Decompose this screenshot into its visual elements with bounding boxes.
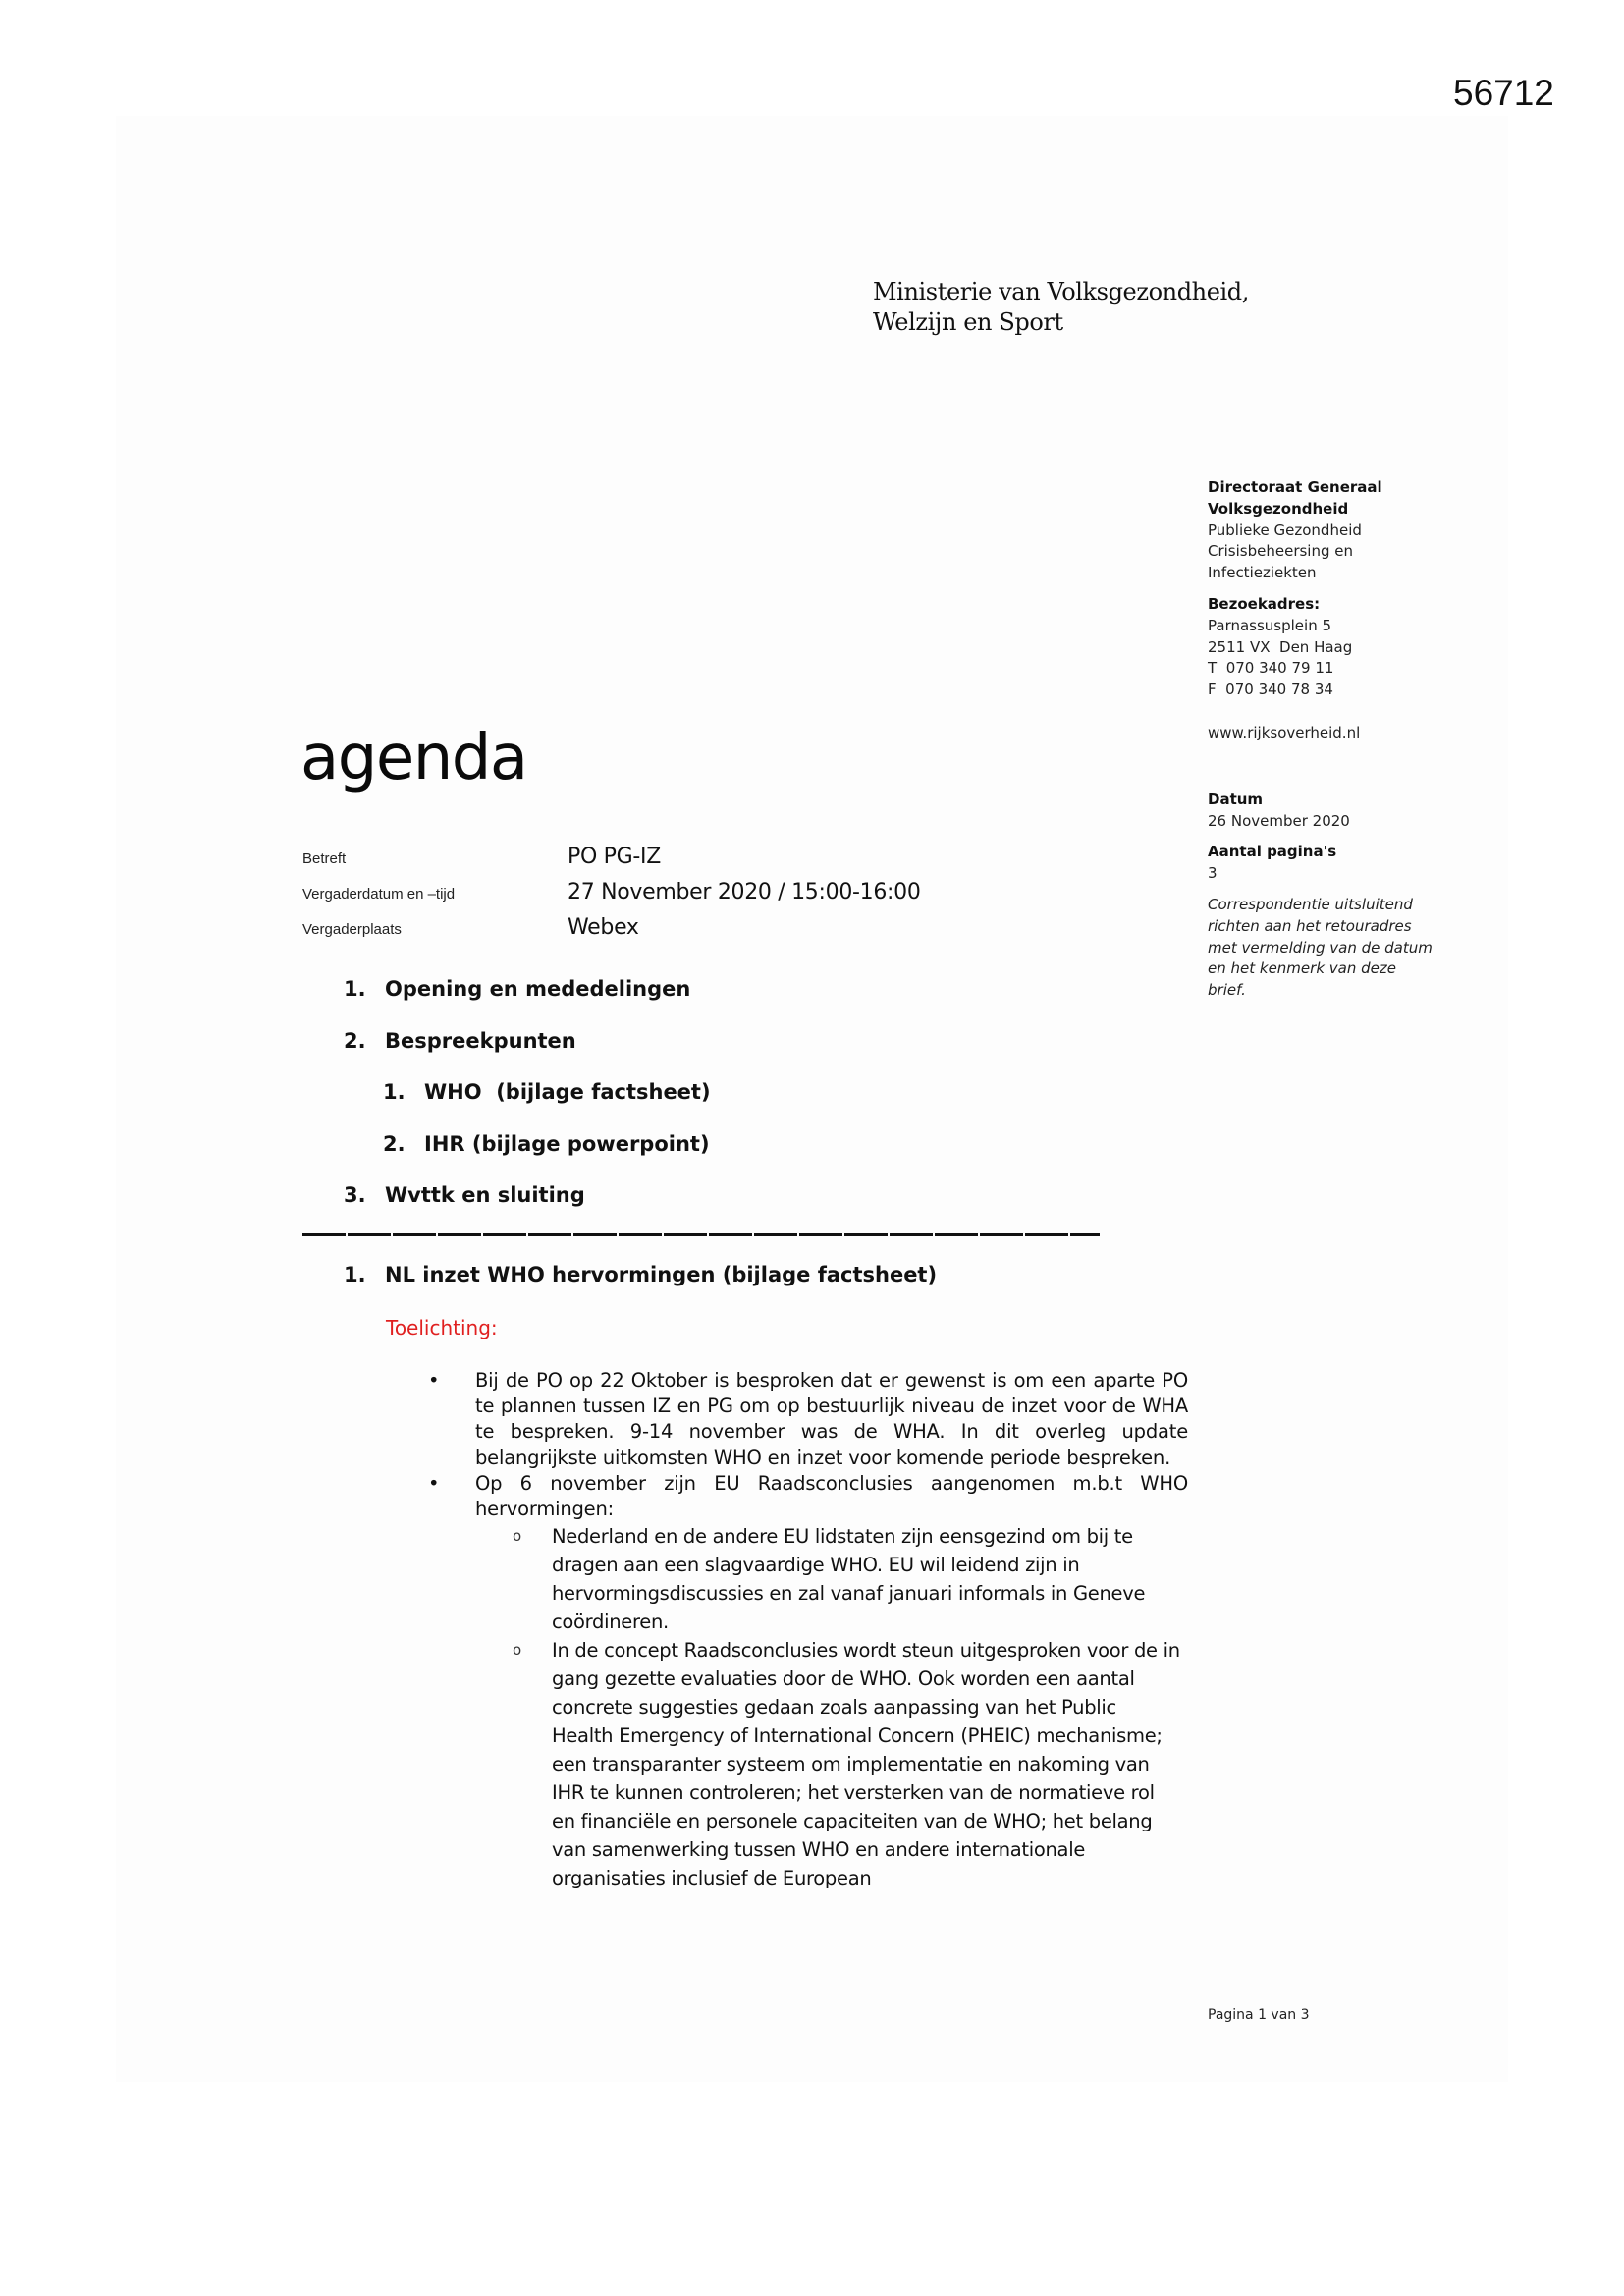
item-label: IHR (bijlage powerpoint) bbox=[424, 1131, 710, 1156]
bullet-text: Bij de PO op 22 Oktober is besproken dat er gewenst is om een aparte PO te plannen tussen IZ en PG om op bestuurlijk niveau de inzet voor de WHA te bespreken. 9-14 november was de WHA. In dit overleg update belangrijkste uitkomsten WHO en inzet voor komende periode bespreken. bbox=[475, 1369, 1188, 1469]
item-label: Opening en mededelingen bbox=[385, 977, 691, 1001]
website-link[interactable]: www.rijksoverheid.nl bbox=[1208, 723, 1361, 741]
ministry-line-1: Ministerie van Volksgezondheid, bbox=[873, 278, 1250, 305]
bullet-icon: • bbox=[428, 1471, 440, 1495]
ministry-line-2: Welzijn en Sport bbox=[873, 308, 1063, 336]
item-number: 2. bbox=[383, 1131, 406, 1156]
meta-value: 27 November 2020 / 15:00-16:00 bbox=[568, 880, 921, 904]
fax-number: F 070 340 78 34 bbox=[1208, 681, 1333, 699]
document-number: 56712 bbox=[1453, 73, 1554, 113]
section-title: NL inzet WHO hervormingen (bijlage factsheet) bbox=[385, 1263, 938, 1286]
bullet-text: Op 6 november zijn EU Raadsconclusies aangenomen m.b.t WHO hervormingen: bbox=[475, 1471, 1188, 1521]
agenda-item bbox=[344, 1183, 711, 1235]
meeting-details bbox=[302, 845, 921, 951]
sender-sidebar bbox=[1208, 477, 1463, 1002]
agenda-subitem bbox=[344, 1132, 711, 1184]
meta-label: Vergaderplaats bbox=[302, 921, 402, 938]
sub-list bbox=[422, 1522, 1180, 1892]
agenda-items bbox=[344, 977, 711, 1235]
note-line: Correspondentie uitsluitend bbox=[1208, 895, 1413, 913]
pages-label: Aantal pagina's bbox=[1208, 843, 1337, 861]
item-number: 3. bbox=[344, 1183, 366, 1207]
department-line: Infectieziekten bbox=[1208, 564, 1317, 582]
visit-address-street: Parnassusplein 5 bbox=[1208, 616, 1332, 634]
agenda-subitem bbox=[344, 1080, 711, 1132]
date-label: Datum bbox=[1208, 790, 1264, 808]
page-title: agenda bbox=[300, 722, 527, 794]
date-value: 26 November 2020 bbox=[1208, 811, 1350, 830]
item-label: Wvttk en sluiting bbox=[385, 1183, 585, 1207]
item-label: Bespreekpunten bbox=[385, 1028, 576, 1053]
note-line: richten aan het retouradres bbox=[1208, 916, 1412, 935]
meta-row-subject bbox=[302, 845, 921, 880]
toelichting-label: Toelichting: bbox=[386, 1316, 498, 1339]
sub-bullet-text: Nederland en de andere EU lidstaten zijn eensgezind om bij te dragen aan een slagvaardige WHO. EU wil leidend zijn in hervormingsdiscussies en zal vanaf januari informals in Geneve coördineren. bbox=[552, 1525, 1146, 1634]
department-title-2: Volksgezondheid bbox=[1208, 499, 1349, 518]
bullet-item bbox=[422, 1471, 1188, 1522]
page-number: Pagina 1 van 3 bbox=[1208, 2007, 1310, 2023]
section-heading bbox=[344, 1263, 937, 1286]
item-label: WHO (bijlage factsheet) bbox=[424, 1080, 711, 1104]
meta-row-datetime bbox=[302, 880, 921, 915]
meta-value: Webex bbox=[568, 915, 639, 940]
circle-bullet-icon: o bbox=[513, 1527, 522, 1546]
circle-bullet-icon: o bbox=[513, 1641, 522, 1660]
note-line: brief. bbox=[1208, 981, 1246, 1000]
section-divider bbox=[302, 1233, 1100, 1236]
explanation-list bbox=[422, 1368, 1188, 1892]
ministry-logo-text bbox=[873, 277, 1249, 338]
meta-label: Betreft bbox=[302, 850, 347, 867]
item-number: 2. bbox=[344, 1028, 366, 1053]
correspondence-note bbox=[1208, 895, 1463, 1002]
section-number: 1. bbox=[344, 1263, 366, 1286]
sub-bullet-text: In de concept Raadsconclusies wordt steun uitgesproken voor de in gang gezette evaluaties door de WHO. Ook worden een aantal concrete suggesties gedaan zoals aanpassing van het Public Health Emergency of International Concern (PHEIC) mechanisme; een transparanter systeem om implementatie en nakoming van IHR te kunnen controleren; het versterken van de normatieve rol en financiële en personele capaciteiten van de WHO; het belang van samenwerking tussen WHO en andere internationale organisaties inclusief de European bbox=[552, 1639, 1180, 1890]
visit-address-city: 2511 VX Den Haag bbox=[1208, 637, 1353, 656]
sub-bullet-item bbox=[513, 1522, 1180, 1636]
bullet-item bbox=[422, 1368, 1188, 1471]
department-line: Publieke Gezondheid bbox=[1208, 520, 1362, 539]
department-title-1: Directoraat Generaal bbox=[1208, 478, 1382, 496]
item-number: 1. bbox=[383, 1080, 406, 1104]
visit-address-label: Bezoekadres: bbox=[1208, 594, 1321, 613]
sub-bullet-item bbox=[513, 1636, 1180, 1892]
phone-number: T 070 340 79 11 bbox=[1208, 659, 1334, 678]
note-line: met vermelding van de datum bbox=[1208, 938, 1433, 957]
item-number: 1. bbox=[344, 977, 366, 1001]
meta-label: Vergaderdatum en –tijd bbox=[302, 886, 456, 902]
meta-value: PO PG-IZ bbox=[568, 845, 661, 869]
note-line: en het kenmerk van deze bbox=[1208, 959, 1396, 978]
pages-value: 3 bbox=[1208, 864, 1218, 883]
agenda-item bbox=[344, 977, 711, 1029]
agenda-item bbox=[344, 1029, 711, 1081]
department-line: Crisisbeheersing en bbox=[1208, 542, 1354, 561]
bullet-icon: • bbox=[428, 1369, 440, 1392]
meta-row-location bbox=[302, 915, 921, 951]
